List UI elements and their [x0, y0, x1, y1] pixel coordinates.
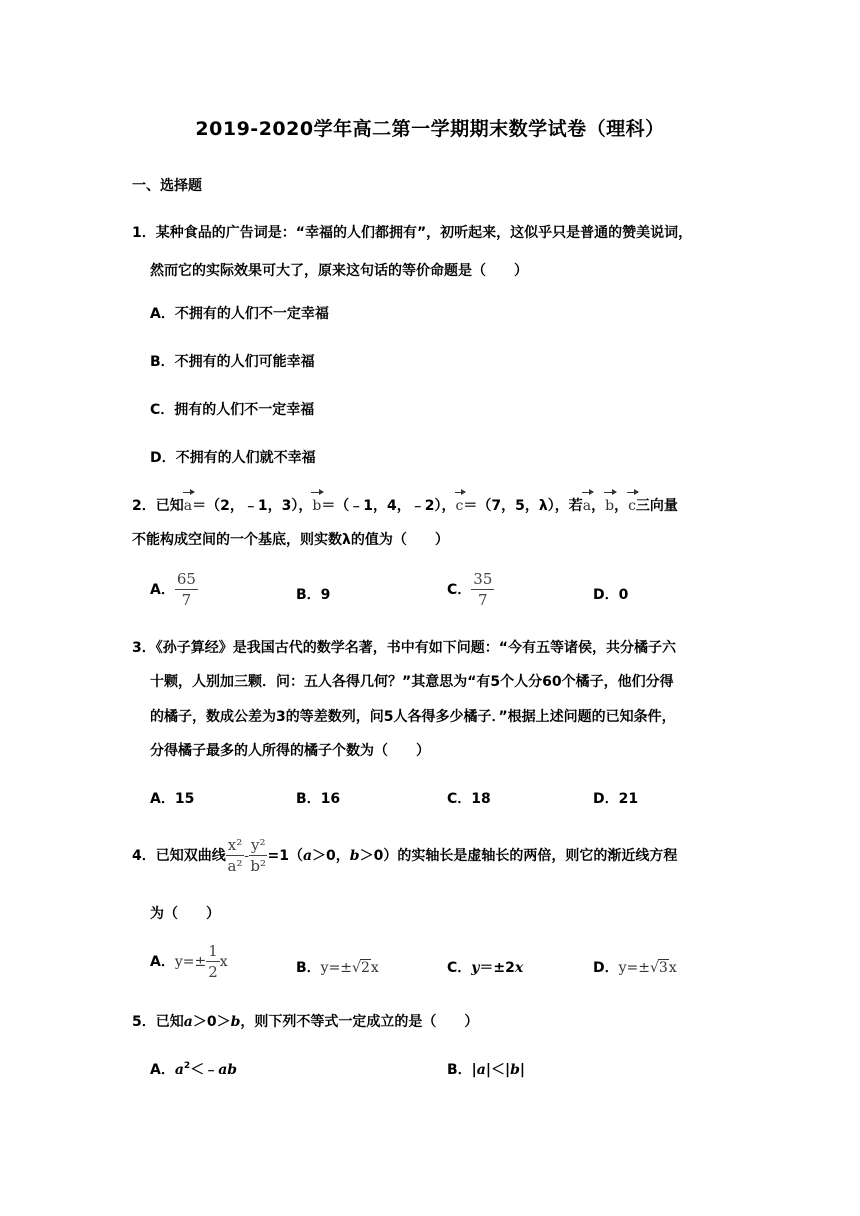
option-d-suffix: x [668, 960, 677, 976]
q2-text-7: 三向量 [635, 498, 678, 514]
vector-c: c [455, 498, 464, 514]
sqrt-3: √3 [650, 960, 668, 976]
var-a: a [174, 1062, 184, 1078]
question-5-option-a [150, 1059, 237, 1079]
q2-text-6: ， [614, 498, 629, 514]
option-b-mid: |＜| [485, 1062, 511, 1078]
question-1-option-a: A．不拥有的人们不一定幸福 [150, 306, 329, 322]
question-3-line-1: 3．《孙子算经》是我国古代的数学名著，书中有如下问题：“今有五等诸侯，共分橘子六 [132, 640, 676, 656]
question-1-option-c: C．拥有的人们不一定幸福 [150, 402, 315, 418]
option-a-prefix: y=± [174, 954, 207, 970]
option-b-suffix: x [370, 960, 379, 976]
question-1-option-b: B．不拥有的人们可能幸福 [150, 354, 315, 370]
question-5-line-1 [132, 1011, 478, 1031]
denominator: 7 [181, 591, 192, 609]
question-2-line-1 [132, 495, 678, 515]
question-3-line-2: 十颗，人别加三颗．问：五人各得几何？”其意思为“有5个人分60个橘子，他们分得 [150, 674, 674, 690]
section-heading: 一、选择题 [132, 178, 202, 194]
exponent: 2 [183, 1061, 191, 1071]
q5-text-2: ＞0＞ [192, 1014, 231, 1030]
option-a-suffix: x [219, 954, 228, 970]
q4-text-3: ＞0， [312, 848, 350, 864]
question-2-option-d: D．0 [593, 587, 629, 603]
fraction-y2-b2 [249, 838, 268, 874]
var-a: a [302, 848, 313, 864]
radicand: 3 [658, 960, 668, 976]
var-x: x [514, 960, 524, 976]
question-2-option-b: B．9 [296, 587, 331, 603]
q4-text-4: ＞0）的实轴长是虚轴长的两倍，则它的渐近线方程 [359, 848, 678, 864]
radicand: 2 [360, 960, 370, 976]
numerator: 1 [208, 942, 218, 960]
sqrt-2: √2 [352, 960, 370, 976]
q5-text-3: ，则下列不等式一定成立的是（ ） [240, 1014, 479, 1030]
vector-b: b [312, 498, 322, 514]
option-d-prefix: y=± [618, 960, 650, 976]
option-a-mid: ＜﹣ [190, 1062, 219, 1078]
question-4-option-b [296, 957, 379, 977]
question-4-option-d [593, 957, 677, 977]
abs-bar: | [471, 1062, 477, 1078]
option-a-label: A． [150, 1062, 175, 1078]
option-b-prefix: y=± [320, 960, 353, 976]
question-3-option-c: C．18 [447, 791, 491, 807]
q2-text-4: ＝（7，5，λ），若 [463, 498, 583, 514]
vector-a: a [183, 498, 193, 514]
option-c-mid: ＝±2 [479, 960, 515, 976]
question-3-option-b: B．16 [296, 791, 341, 807]
var-ab: ab [218, 1062, 238, 1078]
fraction-65-7 [175, 572, 198, 608]
q2-text-2: ＝（2，﹣1，3）， [192, 498, 313, 514]
question-2-option-a [150, 572, 198, 608]
question-4-line-1 [132, 838, 677, 874]
var-b: b [510, 1062, 520, 1078]
question-1-option-d: D．不拥有的人们就不幸福 [150, 450, 316, 466]
var-b: b [230, 1014, 241, 1030]
option-a-label: A． [150, 582, 175, 598]
q2-text-5: ， [591, 498, 606, 514]
denominator: 2 [208, 963, 218, 981]
question-1-line-1: 1．某种食品的广告词是：“幸福的人们都拥有”，初听起来，这似乎只是普通的赞美说词， [132, 225, 693, 241]
question-4-line-2: 为（ ） [150, 906, 220, 922]
question-2-line-2: 不能构成空间的一个基底，则实数λ的值为（ ） [132, 532, 449, 548]
option-a-label: A． [150, 954, 175, 970]
numerator: 35 [473, 570, 493, 588]
fraction-35-7 [471, 572, 494, 608]
question-3-line-3: 的橘子，数成公差为3的等差数列，问5人各得多少橘子．”根据上述问题的已知条件， [150, 709, 676, 725]
q4-text-1: 4．已知双曲线 [132, 848, 226, 864]
vector-c-2: c [628, 498, 636, 514]
var-y: y [471, 960, 480, 976]
var-a: a [183, 1014, 193, 1030]
q5-text-1: 5．已知 [132, 1014, 184, 1030]
question-5-option-b [447, 1059, 525, 1079]
fraction-1-2 [206, 944, 220, 980]
option-b-label: B． [447, 1062, 472, 1078]
question-2-option-c [447, 572, 494, 608]
question-1-line-2: 然而它的实际效果可大了，原来这句话的等价命题是（ ） [150, 263, 528, 279]
question-4-option-a [150, 944, 228, 980]
vector-a-2: a [582, 498, 592, 514]
denominator: b² [250, 857, 267, 875]
numerator: x² [227, 836, 243, 854]
vector-b-2: b [605, 498, 615, 514]
option-c-label: C． [447, 960, 472, 976]
q2-text-3: ＝（﹣1，4，﹣2）， [321, 498, 456, 514]
q4-text-2: =1（ [267, 848, 303, 864]
var-a: a [476, 1062, 486, 1078]
numerator: 65 [176, 570, 196, 588]
fraction-x2-a2 [226, 838, 244, 874]
question-4-option-c [447, 957, 523, 977]
option-c-label: C． [447, 582, 472, 598]
q2-text-1: 2．已知 [132, 498, 184, 514]
denominator: a² [227, 857, 243, 875]
abs-bar: | [519, 1062, 526, 1078]
question-3-line-4: 分得橘子最多的人所得的橘子个数为（ ） [150, 743, 430, 759]
question-3-option-d: D．21 [593, 791, 639, 807]
numerator: y² [250, 836, 266, 854]
denominator: 7 [478, 591, 488, 609]
option-d-label: D． [593, 960, 619, 976]
question-3-option-a: A．15 [150, 791, 195, 807]
option-b-label: B． [296, 960, 321, 976]
var-b: b [349, 848, 360, 864]
page-title: 2019-2020学年高二第一学期期末数学试卷（理科） [195, 118, 665, 140]
minus-sign: - [244, 848, 249, 864]
